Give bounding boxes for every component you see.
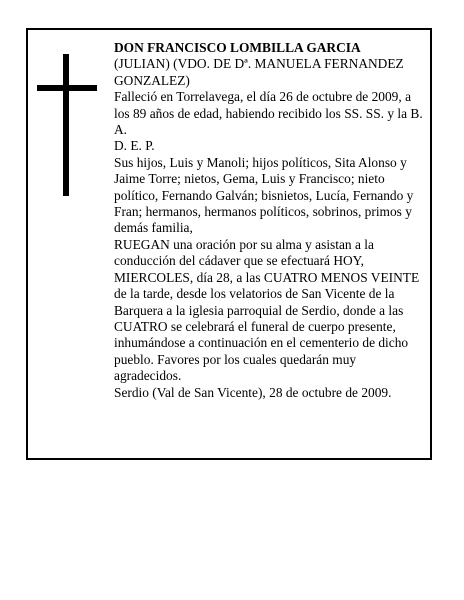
rest-in-peace: D. E. P. <box>114 138 155 154</box>
cross-icon <box>37 54 97 196</box>
dateline: Serdio (Val de San Vicente), 28 de octubre de 2009. <box>114 384 392 400</box>
cross-horizontal-bar <box>37 85 97 91</box>
family-list: Sus hijos, Luis y Manoli; hijos políticos, Sita Alonso y Jaime Torre; nietos, Gema, Luis y Francisco; nieto político, Fernando Galván; bisnietos, Lucía, Fernando y Fran; hermanos, hermanos políticos, sobrinos, primos y demás familia, <box>114 154 414 236</box>
cross-vertical-bar <box>63 54 69 196</box>
funeral-request: RUEGAN una oración por su alma y asistan a la conducción del cádaver que se efectuará HOY, MIERCOLES, día 28, a las CUATRO MENOS VEINTE de la tarde, desde los velatorios de San Vicente de la Barquera a la iglesia parroquial de Serdio, donde a las CUATRO se celebrará el funeral de cuerpo presente, inhumándose a continuación en el cementerio de dicho pueblo. Favores por los cuales quedarán muy agradecidos. <box>114 236 420 384</box>
deceased-name: DON FRANCISCO LOMBILLA GARCIA <box>114 40 361 55</box>
deceased-alias: (JULIAN) (VDO. DE Dª. MANUELA FERNANDEZ GONZALEZ) <box>114 56 404 88</box>
death-statement: Falleció en Torrelavega, el día 26 de octubre de 2009, a los 89 años de edad, habiendo recibido los SS. SS. y la B. A. <box>114 89 423 138</box>
obituary-text <box>114 40 426 401</box>
